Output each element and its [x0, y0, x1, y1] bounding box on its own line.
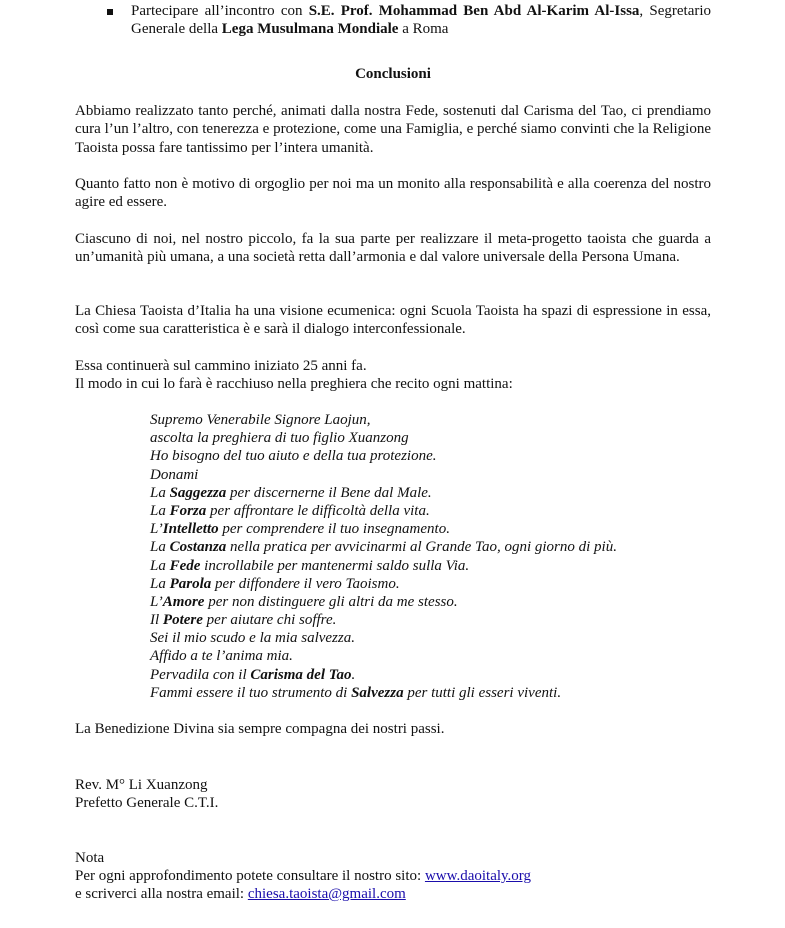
prayer-text: per tutti gli esseri viventi.: [403, 684, 562, 701]
note-site-line: [75, 867, 711, 885]
prayer-line: [150, 502, 710, 520]
prayer-line: [150, 538, 710, 556]
bullet-bold-name: S.E. Prof. Mohammad Ben Abd Al-Karim Al-Issa: [308, 3, 640, 19]
prayer-text: per aiutare chi soffre.: [202, 612, 337, 629]
prayer-virtue: Forza: [169, 502, 207, 519]
prayer-virtue: Potere: [162, 612, 203, 629]
prayer-line: Supremo Venerabile Signore Laojun,: [150, 412, 371, 428]
bullet-item: [110, 2, 711, 39]
note-email-line: [75, 885, 711, 903]
path-line-2: Il modo in cui lo farà è racchiuso nella preghiera che recito ogni mattina:: [75, 376, 513, 392]
bullet-square-icon: [107, 9, 113, 15]
paragraph-2: Quanto fatto non è motivo di orgoglio per noi ma un monito alla responsabilità e alla coerenza del nostro agire ed essere.: [75, 176, 711, 211]
prayer-virtue: Amore: [162, 593, 205, 610]
bullet-text: [131, 2, 711, 39]
prayer-line: [150, 666, 710, 684]
paragraph-1: Abbiamo realizzato tanto perché, animati dalla nostra Fede, sostenuti dal Carisma del Tao, ci prendiamo cura l’un l’altro, con tenerezza e protezione, come una Famiglia, e perché siamo convinti che la Religione Taoista possa fare tantissimo per l’intera umanità.: [75, 103, 711, 156]
prayer-virtue: Carisma del Tao: [250, 666, 352, 683]
prayer-text: La: [150, 484, 170, 501]
email-link[interactable]: chiesa.taoista@gmail.com: [247, 886, 406, 902]
note-title: Nota: [75, 850, 105, 866]
prayer-text: Il: [150, 612, 163, 629]
path-line-1: Essa continuerà sul cammino iniziato 25 anni fa.: [75, 358, 367, 374]
prayer-line: [150, 484, 710, 502]
prayer-virtue: Salvezza: [351, 684, 404, 701]
prayer-text: per comprendere il tuo insegnamento.: [218, 521, 450, 538]
website-link[interactable]: www.daoitaly.org: [424, 868, 532, 884]
prayer-line: Sei il mio scudo e la mia salvezza.: [150, 630, 355, 647]
prayer-line: Donami: [150, 466, 199, 483]
prayer-text: L’: [150, 593, 163, 610]
note-email-prefix: e scriverci alla nostra email:: [75, 886, 248, 902]
prayer-line: Ho bisogno del tuo aiuto e della tua protezione.: [150, 448, 437, 465]
signature-name: Rev. M° Li Xuanzong: [75, 777, 208, 793]
prayer-virtue: Parola: [169, 575, 212, 592]
prayer-virtue: Saggezza: [169, 484, 227, 501]
prayer-line: ascolta la preghiera di tuo figlio Xuanzong: [150, 430, 409, 447]
prayer-virtue: Costanza: [169, 539, 227, 556]
prayer-text: La: [150, 539, 170, 556]
prayer-line: [150, 611, 710, 629]
signature-role: Prefetto Generale C.T.I.: [75, 795, 219, 811]
prayer-line: Affido a te l’anima mia.: [150, 648, 293, 665]
prayer-line: [150, 684, 710, 702]
prayer-text: per discernerne il Bene dal Male.: [226, 484, 432, 501]
prayer-text: nella pratica per avvicinarmi al Grande Tao, ogni giorno di più.: [226, 539, 617, 556]
prayer-virtue: Intelletto: [162, 521, 219, 538]
note-site-prefix: Per ogni approfondimento potete consultare il nostro sito:: [75, 868, 425, 884]
prayer-text: per non distinguere gli altri da me stesso.: [204, 593, 458, 610]
bullet-bold-organization: Lega Musulmana Mondiale: [221, 21, 399, 38]
prayer-text: incrollabile per mantenermi saldo sulla Via.: [200, 557, 470, 574]
prayer-text: Fammi essere il tuo strumento di: [150, 684, 352, 701]
prayer-block: [150, 411, 710, 702]
blessing-line: La Benedizione Divina sia sempre compagna dei nostri passi.: [75, 721, 445, 737]
prayer-text: La: [150, 557, 170, 574]
prayer-text: per diffondere il vero Taoismo.: [211, 575, 400, 592]
paragraph-4: La Chiesa Taoista d’Italia ha una visione ecumenica: ogni Scuola Taoista ha spazi di espressione in essa, così come sua caratteristica è e sarà il dialogo interconfessionale.: [75, 303, 711, 338]
prayer-line: [150, 557, 710, 575]
prayer-line: [150, 520, 710, 538]
prayer-text: .: [351, 666, 356, 683]
prayer-line: [150, 593, 710, 611]
prayer-line: [150, 575, 710, 593]
prayer-virtue: Fede: [169, 557, 201, 574]
prayer-text: L’: [150, 521, 163, 538]
prayer-text: La: [150, 502, 170, 519]
prayer-text: La: [150, 575, 170, 592]
paragraph-3: Ciascuno di noi, nel nostro piccolo, fa la sua parte per realizzare il meta-progetto taoista che guarda a un’umanità più umana, a una società retta dall’armonia e dal valore universale della Persona Umana.: [75, 231, 711, 266]
bullet-text-part: a Roma: [398, 21, 449, 38]
bullet-text-part: Partecipare all’incontro con: [131, 3, 309, 19]
section-heading: Conclusioni: [355, 66, 431, 82]
prayer-text: per affrontare le difficoltà della vita.: [206, 502, 430, 519]
bullet-text-part: , Segretario Generale della: [131, 3, 712, 38]
prayer-text: Pervadila con il: [150, 666, 251, 683]
